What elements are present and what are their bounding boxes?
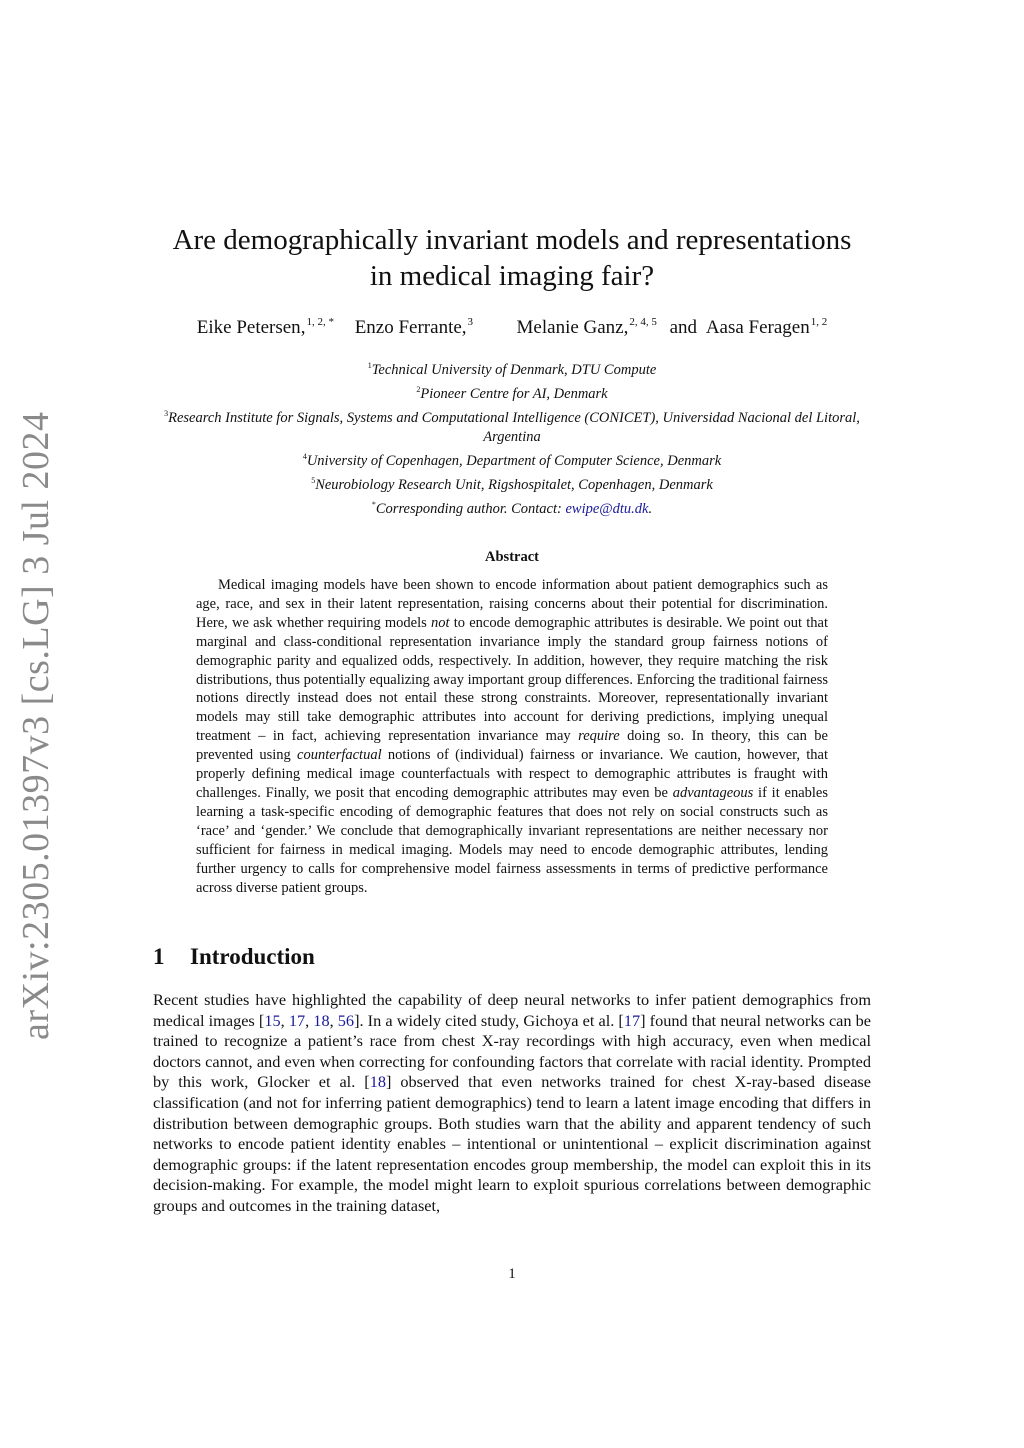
body-text: ] found that neural networks can be trained to recognize a patient’s race from chest X-ray recordings with high accuracy, even when medical doctors cannot, and even when correcting for confounding factors that correlate with racial identity. Prompted by this work, Glocker et al. [ bbox=[153, 1010, 872, 1092]
affiliation-text: Pioneer Centre for AI, Denmark bbox=[420, 386, 608, 402]
corresponding-prefix: Corresponding author. Contact: bbox=[375, 501, 566, 517]
title-line-2: in medical imaging fair? bbox=[369, 260, 655, 292]
author-sup: 1, 2, * bbox=[306, 316, 334, 328]
emphasis-text: counterfactual bbox=[297, 747, 382, 764]
author-and: and bbox=[669, 317, 698, 338]
affiliation-sup: 2 bbox=[416, 385, 421, 394]
body-text: , bbox=[329, 1010, 338, 1030]
page-number: 1 bbox=[508, 1266, 516, 1282]
abstract-body bbox=[196, 576, 828, 897]
corresponding-email-link[interactable]: ewipe@dtu.dk bbox=[565, 501, 649, 517]
author-list bbox=[150, 316, 874, 339]
affiliations bbox=[130, 356, 894, 519]
author-sup: 3 bbox=[467, 316, 474, 328]
affiliation-sup: 3 bbox=[164, 409, 169, 418]
body-text: Recent studies have highlighted the capability of deep neural networks to infer patient demographics from medical images [ bbox=[153, 990, 871, 1030]
arxiv-stamp: arXiv:2305.01397v3 [cs.LG] 3 Jul 2024 bbox=[15, 411, 57, 1040]
corresponding-sup: * bbox=[371, 500, 376, 509]
affiliation-5 bbox=[130, 471, 894, 495]
author-3 bbox=[517, 317, 657, 338]
affiliation-sup: 4 bbox=[302, 452, 307, 461]
author-name: Enzo Ferrante bbox=[354, 317, 462, 338]
affiliation-sup: 1 bbox=[367, 361, 372, 370]
paper-title bbox=[120, 222, 904, 294]
affiliation-4 bbox=[130, 447, 894, 471]
section-title: Introduction bbox=[190, 944, 315, 969]
section-number: 1 bbox=[153, 944, 165, 969]
author-sup: 2, 4, 5 bbox=[629, 316, 657, 328]
affiliation-text: Neurobiology Research Unit, Rigshospitalet, Copenhagen, Denmark bbox=[315, 477, 713, 493]
citation-link[interactable]: 56 bbox=[337, 1010, 355, 1030]
affiliation-sup: 5 bbox=[311, 476, 316, 485]
corresponding-suffix: . bbox=[648, 501, 653, 517]
author-2 bbox=[355, 317, 473, 338]
affiliation-2 bbox=[130, 380, 894, 404]
citation-link[interactable]: 17 bbox=[288, 1010, 306, 1030]
author-name: Aasa Feragen bbox=[705, 317, 810, 338]
affiliation-3-cont bbox=[130, 428, 894, 447]
body-text: doing so. In theory, this can be prevented using bbox=[196, 728, 828, 764]
author-comma: , bbox=[300, 317, 306, 338]
author-4 bbox=[706, 317, 827, 338]
body-text: , bbox=[305, 1010, 314, 1030]
abstract-heading: Abstract bbox=[485, 549, 539, 565]
affiliation-text: Technical University of Denmark, DTU Compute bbox=[371, 362, 657, 378]
body-text: ] observed that even networks trained for chest X-ray-based disease classification (and not for inferring patient demographics) tend to learn a latent image encoding that differs in distribution between demographic groups. Both studies warn that the ability and apparent tendency of such networks to encode patient identity enables – intentional or unintentional – explicit discrimination against demographic groups: if the latent representation encodes group membership, the model can exploit this in its decision-making. For example, the model might learn to exploit spurious correlations between demographic groups and outcomes in the training dataset, bbox=[153, 1072, 871, 1215]
author-comma: , bbox=[461, 317, 467, 338]
author-1 bbox=[197, 317, 334, 338]
affiliation-text: Argentina bbox=[483, 429, 541, 445]
corresponding-author bbox=[130, 495, 894, 519]
body-text: to encode demographic attributes is desirable. We point out that marginal and class-conditional representation invariance imply the standard group fairness notions of demographic parity and equalized odds, respectively. In addition, however, they require matching the risk distributions, thus potentially equalizing away important group differences. Enforcing the traditional fairness notions directly instead does not entail these strong constraints. Moreover, representationally invariant models may still take demographic attributes into account for deriving predictions, implying unequal treatment – in fact, achieving representation invariance may bbox=[196, 614, 828, 745]
citation-link[interactable]: 18 bbox=[313, 1010, 330, 1030]
emphasis-text: not bbox=[431, 614, 450, 631]
emphasis-text: advantageous bbox=[672, 784, 754, 801]
affiliation-1 bbox=[130, 356, 894, 380]
body-text: Medical imaging models have been shown to encode information about patient demographics such as age, race, and sex in their latent representation, raising concerns about their potential for discrimination. Here, we ask whether requiring models bbox=[196, 577, 828, 631]
citation-link[interactable]: 18 bbox=[369, 1072, 386, 1092]
author-comma: , bbox=[623, 317, 629, 338]
affiliation-3 bbox=[130, 404, 894, 428]
intro-paragraph bbox=[153, 990, 871, 1217]
body-text: notions of (individual) fairness or invariance. We caution, however, that properly defining medical image counterfactuals with respect to demographic attributes is fraught with challenges. Finally, we posit that encoding demographic attributes may even be bbox=[196, 747, 829, 801]
author-sup: 1, 2 bbox=[810, 316, 828, 328]
title-line-1: Are demographically invariant models and representations bbox=[172, 224, 852, 256]
body-text: ]. In a widely cited study, Gichoya et al. [ bbox=[354, 1010, 624, 1030]
author-name: Melanie Ganz bbox=[516, 317, 624, 338]
affiliation-text: University of Copenhagen, Department of Computer Science, Denmark bbox=[306, 453, 722, 469]
body-text: if it enables learning a task-specific encoding of demographic features that does not rely on social constructs such as ‘race’ and ‘gender.’ We conclude that demographically invariant representations are neither necessary nor sufficient for fairness in medical imaging. Models may need to encode demographic attributes, lending further urgency to calls for comprehensive model fairness assessments in terms of predictive performance across diverse patient groups. bbox=[196, 784, 828, 896]
author-name: Eike Petersen bbox=[196, 317, 301, 338]
emphasis-text: require bbox=[578, 728, 620, 745]
affiliation-text: Research Institute for Signals, Systems and Computational Intelligence (CONICET), Universidad Nacional del Litoral, bbox=[168, 410, 860, 426]
citation-link[interactable]: 17 bbox=[623, 1010, 641, 1030]
section-heading bbox=[153, 944, 315, 970]
body-text: , bbox=[280, 1010, 289, 1030]
citation-link[interactable]: 15 bbox=[264, 1010, 281, 1030]
